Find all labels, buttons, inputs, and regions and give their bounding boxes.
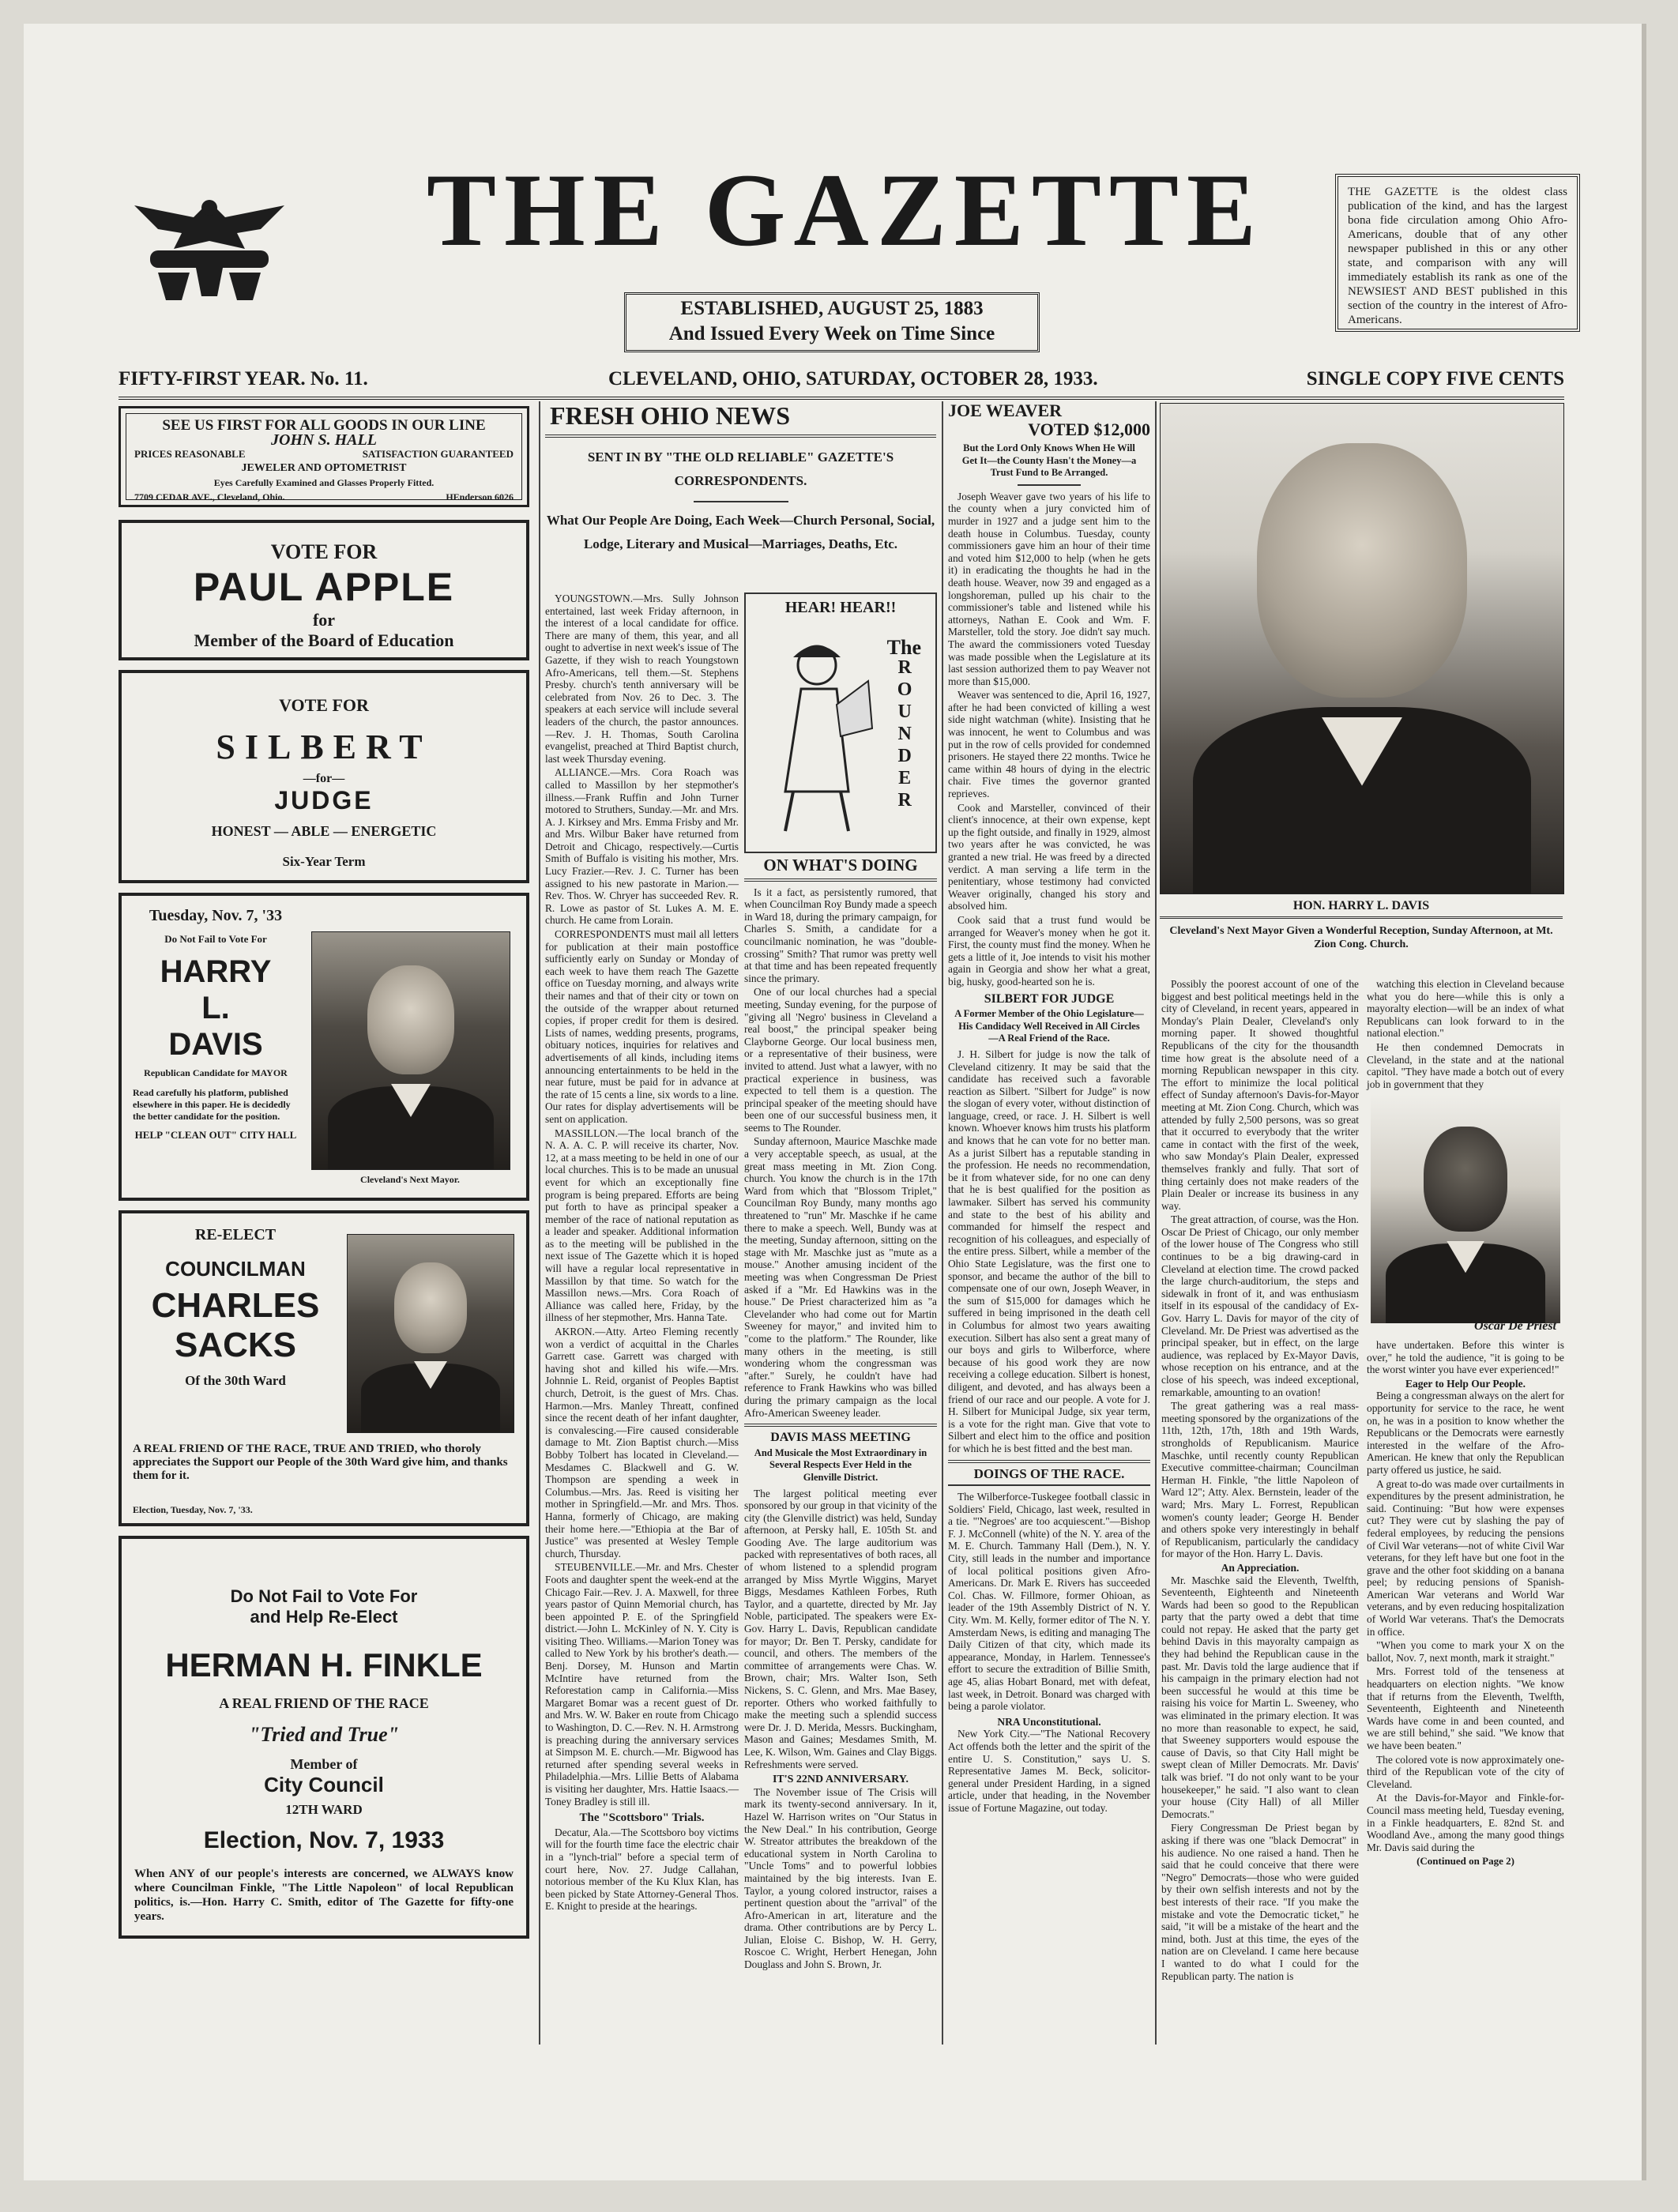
davis-story-q6: "When you come to mark your X on the ballot, Nov. 7, next month, mark it straight." bbox=[1367, 1639, 1564, 1664]
davis-story-p1: Possibly the poorest account of one of the biggest and best political meetings held in the city of Cleveland, in recent years, appeared in Monday's Plain Dealer, Cleveland's only morning paper. It showed thoughtful Republicans of the city for the thousandth time how great is the absolute need of a morning Republican newspaper in this city. The effort to minimize the local political effect of Sunday afternoon's Davis-for-Mayor meeting at Mt. Zion Cong. Church, which was attended by fully 2,500 persons, was so great that it occurred to everybody that the writer came in contact with the first of the week, who saw Monday's Plain Dealer, expressed themselves frankly and fully. That sort of thing certainly does not make readers of the Plain Dealer or increase its business in any way. bbox=[1161, 978, 1359, 1212]
divider bbox=[1018, 484, 1081, 486]
davis-ad-name-last: DAVIS bbox=[168, 1027, 263, 1062]
hall-tagline: SEE US FIRST FOR ALL GOODS IN OUR LINE bbox=[162, 417, 486, 434]
akron-item: AKRON.—Atty. Arteo Fleming recently won a verdict of acquittal in the Charles Garrett case. Garrett was charged with having shot and killed his wife.—Mrs. Johnnie L. Reid, organist of Peoples Baptist church, Detroit, is the guest of Mrs. Chas. Harmon.—Mrs. Manley Threatt, confined since the recent death of her infant daughter, is convalescing.—Fire caused considerable damage to Mt. Zion Baptist church.—Miss Bobby Tolbert has located in Cleveland.—Mesdames C. Blackwell and G. W. Thompson are spending a week in Columbus.—Mrs. Jas. Reed is visiting her mother in Springfield.—Mr. and Mrs. Thos. Hanna, formerly of Chicago, are making their home here.—"Ethiopia at the Bar of Justice" was presented at Wesley Temple church, Thursday. bbox=[545, 1326, 739, 1559]
established-date: ESTABLISHED, AUGUST 25, 1883 bbox=[680, 298, 984, 319]
hall-eyes: Eyes Carefully Examined and Glasses Properly Fitted. bbox=[213, 477, 435, 488]
finkle-ward: 12TH WARD bbox=[285, 1802, 363, 1817]
davis-ad-name-first: HARRY bbox=[160, 954, 272, 989]
weaver-column bbox=[948, 401, 1150, 2094]
newspaper-title: THE GAZETTE bbox=[427, 152, 1264, 268]
ohio-news-deck1: SENT IN BY "THE OLD RELIABLE" GAZETTE'S CORRESPONDENTS. bbox=[587, 450, 894, 488]
massillon-item: MASSILLON.—The local branch of the N. A. A. C. P. will receive its charter, Nov. 12, at a mass meeting to be held in one of our local churches. This is to be made an unusual event for which an exceptionally fine program is being prepared. Efforts are being put forth to have as principal speaker a member of the race of national reputation as a leader and speaker. Additional information as to the meeting will be published in the next issue of The Gazette which it is hoped will have a regular local representative in Massillon by that time. So watch for the Massillon news.—Mrs. Cora Roach of Alliance was called here, Friday, by the illness of her stepmother, Mrs. Hanna Tate. bbox=[545, 1127, 739, 1324]
continued-note: (Continued on Page 2) bbox=[1417, 1855, 1514, 1868]
ohio-news-deck2: What Our People Are Doing, Each Week—Church Personal, Social, Lodge, Literary and Musical—Marriages, Deaths, Etc. bbox=[546, 513, 935, 551]
weaver-item-4: Cook said that a trust fund would be arranged for Weaver's money when he got it. First, the county must find the money. When he gets a little of it, Joe intends to visit his mother again in Georgia and show her what a great, big, husky, good-hearted son he is. bbox=[948, 913, 1150, 988]
weaver-item-2: Weaver was sentenced to die, April 16, 1927, after he had been convicted of killing a west side night watchman (white). Insisting that he was innocent, he went to Columbus and was put in the row of cells provided for condemned prisoners. He stayed there 22 months. Twice he came within 48 hours of dying in the electric chair. Five times the governor granted reprieves. bbox=[948, 689, 1150, 800]
harry-davis-ad bbox=[119, 893, 529, 1201]
circulation-claim: THE GAZETTE is the oldest class publication of the kind, and has the largest bona fide circulation among Ohio Afro-Americans, double that of any other newspaper published in this or any other state, and comparison with any will immediately establish its rank as one of the NEWSIEST AND BEST published in this section of the country in the interest of Afro-Americans. bbox=[1348, 186, 1567, 326]
hall-name: JOHN S. HALL bbox=[271, 431, 377, 449]
youngstown-item: YOUNGSTOWN.—Mrs. Sully Johnson entertained, last week Friday afternoon, in the interest of a local candidate for office. There are many of them, this year, and all ought to advertise in next week's issue of The Gazette, if they wish to reach Youngstown Afro-Americans, tell them.—St. Stephens Presby. church's tenth anniversary will be celebrated from Nov. 26 to Dec. 3. The speakers at each service will include several leaders of the church, the pastor announces.—Rev. J. H. Thomas, South Carolina evangelist, preached at Third Baptist church, last week Thursday evening. bbox=[545, 592, 739, 765]
rounder-headline: ON WHAT'S DOING bbox=[763, 856, 918, 875]
issued-line: And Issued Every Week on Time Since bbox=[668, 323, 995, 344]
davis-story-p4: Mr. Maschke said the Eleventh, Twelfth, Seventeenth, Eighteenth and Nineteenth Wards had been so good to the Republican party that the party owed a debt that time could not repay. He asked that the party get behind Davis in this mayoralty campaign as they had behind the Republican cause in the past. Mr. Davis told the large audience that if his campaign in the primary election had not been successful he would at this time be raising his voice for Martin L. Sweeney, who was eliminated in the primary election. It was no more than reasonable to expect, he said, that Sweeney supporters would espouse the cause of Davis, so that City Hall might be swept clean of Miller Democrats. Mr. Davis' talk was brief. "I do not only want to be your housekeeper," he said. "I also want to clean your house (City Hall) of all Miller Democrats." bbox=[1161, 1574, 1359, 1820]
hall-guarantee: SATISFACTION GUARANTEED bbox=[362, 448, 514, 460]
paul-apple-ad bbox=[119, 520, 529, 660]
sacks-reelect: RE-ELECT bbox=[194, 1226, 277, 1243]
portrait-face bbox=[367, 965, 454, 1074]
davis-meeting-head: DAVIS MASS MEETING bbox=[770, 1431, 911, 1445]
apple-office: Member of the Board of Education bbox=[194, 630, 454, 650]
herman-finkle-ad bbox=[119, 1536, 529, 1939]
silbert-ad bbox=[119, 670, 529, 883]
portrait-face bbox=[394, 1262, 467, 1353]
davis-story-q3: have undertaken. Before this winter is over," he told the audience, "it is going to be the worst winter you have ever experienced!" bbox=[1367, 1339, 1564, 1376]
davis-story-p5: Fiery Congressman De Priest began by asking if there was one "black Democrat" in his audience. No one raised a hand. Then he said that he could conceive that there were "Negro" Democrats—those who were guided by their own selfish interests and not by the best interests of their race. "If you make the mistake and vote the Democratic ticket," he said, "it will be a mistake of the heart and the mind, both. Just at this time, the eyes of the nation are on Cleveland. I came here because I wanted to do what I could for the Republican party. The nation is bbox=[1161, 1822, 1359, 1982]
davis-photo-caption: HON. HARRY L. DAVIS bbox=[1292, 899, 1430, 912]
dateline-bar bbox=[119, 365, 1564, 400]
crisis-item: The November issue of The Crisis will mark its twenty-second anniversary. In it, Hazel W. Harrison writes on "Our Status in the New Deal." In his contribution, George W. Streator attributes the breakdown of the educational system in North Carolina to "Uncle Toms" and to powerful lobbies maintained by the big interests. Ivan E. Taylor, a young colored instructor, raises a pertinent question about the "arrival" of the Afro-American in art, literature and the drama. Other contributions are by Percy L. Julian, Eloise C. Bishop, W. H. Gerry, Roscoe C. Wright, Herbert Henegan, John Douglass and John S. Brown, Jr. bbox=[744, 1785, 937, 1971]
steubenville-item: STEUBENVILLE.—Mr. and Mrs. Chester Foots and daughter spent the week-end at the Chicago Fair.—Rev. J. A. Maxwell, for three years pastor of Quinn Memorial church, has been appointed P. E. of the Springfield district.—John L. McKinley of N. Y. City is visiting Theo. Williams.—Marion Toney was called to New York by his brother's death.—Benj. Dorsey, M. Hunson and Martin McIntire have returned from the Reforestation camp in California.—Miss Margaret Bomar was a recent guest of Dr. and Mrs. W. W. Baker en route from Chicago to Washington, D. C.—Rev. N. H. Armstrong is preaching during the anniversary services at Simpson M. E. church.—Mr. Bigwood has returned after spending several weeks in Philadelphia.—Mrs. Lillie Betts of Alabama is visiting her daughter, Mrs. Hattie Isaacs.—Toney Bradley is still ill. bbox=[545, 1561, 739, 1808]
davis-ad-line1: Do Not Fail to Vote For bbox=[164, 933, 267, 945]
davis-ad-name-initial: L. bbox=[201, 991, 230, 1025]
hall-profession: JEWELER AND OPTOMETRIST bbox=[241, 462, 407, 474]
davis-story-right-top bbox=[1367, 978, 1564, 1089]
sacks-election: Election, Tuesday, Nov. 7, '33. bbox=[133, 1504, 253, 1515]
davis-story-right-bottom bbox=[1367, 1339, 1564, 2054]
davis-ad-date: Tuesday, Nov. 7, '33 bbox=[149, 907, 283, 924]
finkle-council: City Council bbox=[264, 1773, 384, 1796]
hall-prices: PRICES REASONABLE bbox=[134, 448, 246, 460]
weaver-head1: JOE WEAVER bbox=[948, 401, 1063, 420]
davis-story-q9: At the Davis-for-Mayor and Finkle-for-Council mass meeting held, Tuesday evening, in a Finkle headquarters, E. 82nd St. and Woodland Ave., among the many good things Mr. Davis said during the bbox=[1367, 1792, 1564, 1853]
newspaper-page bbox=[24, 24, 1646, 2180]
portrait-face bbox=[1257, 443, 1466, 698]
weaver-deck: But the Lord Only Knows When He Will Get It—the County Hasn't the Money—a Trust Fund to Be Arranged. bbox=[961, 442, 1137, 479]
finkle-election: Election, Nov. 7, 1933 bbox=[203, 1827, 445, 1853]
nra-item: New York City.—"The National Recovery Act offends both the letter and the spirit of the entire U. S. Constitution," says U. S. Representative James M. Beck, solicitor-general under President Harding, in a signed article, under that heading, in the November issue of Fortune Magazine, out today. bbox=[948, 1728, 1150, 1814]
davis-photo-caption: Cleveland's Next Mayor. bbox=[360, 1174, 460, 1185]
rounder-figure-icon bbox=[762, 634, 880, 839]
sacks-title: COUNCILMAN bbox=[165, 1257, 306, 1281]
davis-story-q7: Mrs. Forrest told of the tenseness at headquarters on election nights. "We know that if returns from the Eleventh, Twelfth, Seventeenth, Eighteenth and Nineteenth Wards have come in and been counted, and we are still behind," she said. "We know that we have been beaten." bbox=[1367, 1665, 1564, 1751]
rounder-box bbox=[744, 592, 937, 853]
crisis-head: IT'S 22ND ANNIVERSARY. bbox=[772, 1774, 909, 1786]
eagle-emblem-icon bbox=[119, 186, 300, 304]
davis-meeting-item: The largest political meeting ever sponsored by our group in that vicinity of the city (the Glenville district) was held, Sunday afternoon, at Persky hall, E. 105th St. and Gooding Ave. The large auditorium was packed with representatives of both races, all of whom listened to a splendid program arranged by Miss Myrtle Wiggins, Maryet Biggs, Mesdames Kathleen Forbes, Ruth Taylor, and a quartette, directed by Mr. Jay Noble, participated. The speakers were Ex-Gov. Harry L. Davis, Republican candidate for mayor; Dr. Ben T. Persky, candidate for council, and others. The members of the committee of arrangements were Chas. W. Brown, chair; Mrs. Walter Ison, Seth Nickens, S. C. Glenn, and Mrs. Mae Basey, reporter. Others who worked faithfully to make the meeting such a splendid success were Dr. J. D. Merida, Messrs. Buckingham, Mason and Gaines; Mesdames Smith, M. Lee, K. Wilson, Wm. Gaines and Clay Biggs. Refreshments were served. bbox=[744, 1487, 937, 1770]
davis-story-q8: The colored vote is now approximately one-third of the Republican vote of the city of Cleveland. bbox=[1367, 1753, 1564, 1790]
hall-address: 7709 CEDAR AVE., Cleveland, Ohio. bbox=[134, 491, 285, 502]
davis-reception-head: Cleveland's Next Mayor Given a Wonderful Reception, Sunday Afternoon, at Mt. Zion Cong. Church. bbox=[1169, 925, 1553, 950]
charles-sacks-ad bbox=[119, 1210, 529, 1526]
scottsboro-head: The "Scottsboro" Trials. bbox=[579, 1811, 705, 1825]
circulation-claim-box bbox=[1335, 174, 1580, 332]
correspondents-notice: CORRESPONDENTS must mail all letters for publication at their main postoffice sufficiently early on Sunday or Monday of each week to have them reach The Gazette office on Tuesday morning, and always write their names and that of their city or town on the outside of the wrapper about returned copies, if proper credit for them is desired. Lists of names, wedding presents, programs, obituary notices, inquiries for relatives and advertisements of all kinds, including items announcing entertainments to be held in the near future, must be paid for in advance at the rate of 15 cents a line, six words to a line. Our rates for display advertisements will be sent on application. bbox=[545, 928, 739, 1125]
rounder-column bbox=[744, 592, 937, 2094]
sacks-last-name: SACKS bbox=[174, 1326, 297, 1364]
silbert-name: SILBERT bbox=[216, 728, 432, 766]
davis-story-q2: He then condemned Democrats in Cleveland, in the state and at the national capitol. "They have made a botch out of every job in government that they bbox=[1367, 1040, 1564, 1090]
divider bbox=[744, 1424, 937, 1427]
apple-vote-for: VOTE FOR bbox=[270, 540, 378, 563]
apple-name: PAUL APPLE bbox=[193, 565, 455, 609]
davis-meeting-deck: And Musicale the Most Extraordinary in Several Respects Ever Held in the Glenville District. bbox=[754, 1446, 927, 1483]
davis-story-p2: The great attraction, of course, was the Hon. Oscar De Priest of Chicago, our only member of the lower house of The Congress who still continues to be a big drawing-card in Cleveland at election time. The crowd packed the large church-auditorium, the steps and sidewalk in front of it, and was enthusiasm itself in its espousal of the candidacy of Ex-Gov. Harry L. Davis for mayor of the city of Cleveland. Mr. De Priest was advertised as the principal speaker, but in effect, on the large audience, was replaced by Ex-Mayor Davis, whose reception on his entrance, and at the close of his speech, was indeed exceptional, remarkable, amounting to an ovation! bbox=[1161, 1213, 1359, 1398]
silbert-for: —for— bbox=[303, 772, 345, 785]
finkle-member: Member of bbox=[290, 1756, 358, 1772]
finkle-friend: A REAL FRIEND OF THE RACE bbox=[219, 1695, 429, 1711]
race-doings-item: The Wilberforce-Tuskegee football classic in Soldiers' Field, Chicago, last week, resulted in a tie. "'Negroes' are too acquiescent."—Bishop F. J. McConnell (white) of the N. Y. area of the M. E. Church. Tammany Hall (Dem.), N. Y. City, still leads in the number and importance of local political positions given Afro-Americans. Dr. Mark E. Rivers has succeeded Col. Chas. W. Fillmore, former Ohioan, as leader of the 19th Assembly District of N. Y. City. Wm. M. Kelly, former editor of The N. Y. Amsterdam News, is editing and managing The Daily Citizen of that city, which made its appearance, Monday, in Harlem. Tennessee's effort to secure the extradition of Billie Smith, age 45, alias Hobart Bonard, met with defeat, last week, in Detroit. Bonard was charged with being a parole violator. bbox=[948, 1491, 1150, 1713]
volume-number: FIFTY-FIRST YEAR. No. 11. bbox=[119, 368, 368, 389]
scottsboro-item: Decatur, Ala.—The Scottsboro boy victims will for the fourth time face the electric chair in a "lynch-trial" before a special term of court here, Nov. 27. Judge Callahan, notorious member of the Ku Klux Klan, has been picked by State Attorney-General Thos. E. Knight to preside at the hearings. bbox=[545, 1826, 739, 1913]
portrait-face bbox=[1424, 1127, 1507, 1232]
eager-head: Eager to Help Our People. bbox=[1405, 1377, 1526, 1390]
sacks-ward: Of the 30th Ward bbox=[185, 1373, 286, 1388]
davis-ad-cleanout: HELP "CLEAN OUT" CITY HALL bbox=[134, 1129, 297, 1141]
harry-davis-photo bbox=[1160, 403, 1564, 894]
sacks-body: A REAL FRIEND OF THE RACE, TRUE AND TRIED, who thoroly appreciates the Support our People of the 30th Ward give him, and thanks them for it. bbox=[133, 1443, 508, 1482]
divider bbox=[744, 878, 937, 882]
divider bbox=[694, 501, 788, 502]
divider bbox=[545, 434, 936, 438]
silbert-term: Six-Year Term bbox=[282, 854, 366, 869]
alliance-item: ALLIANCE.—Mrs. Cora Roach was called to Massillon by her stepmother's illness.—Frank Ruffin and John Turner motored to Struthers, Sunday.—Mr. and Mrs. A. J. Kirksey and Mrs. Emma Frisby and Mr. and Mrs. Wilbur Baker have returned from Detroit and Chicago, respectively.—Curtis Smith of Buffalo is visiting his mother, Mrs. Lucy Frazier.—Rev. J. C. Turner has been assigned to his new pastorate in Marion.—Rev. Thos. W. Chryer has succeeded Rev. R. R. Lowe as pastor of St. Lukes A. M. E. church. He came from Lorain. bbox=[545, 766, 739, 927]
finkle-line2: and Help Re-Elect bbox=[250, 1607, 398, 1627]
davis-story-left bbox=[1161, 978, 1359, 2052]
rounder-the: The bbox=[886, 636, 921, 659]
silbert-judge-head: SILBERT FOR JUDGE bbox=[984, 991, 1115, 1006]
price: SINGLE COPY FIVE CENTS bbox=[1306, 368, 1564, 389]
divider bbox=[948, 1460, 1150, 1463]
hall-phone: HEnderson 6026 bbox=[446, 491, 514, 502]
ohio-news-headline: FRESH OHIO NEWS bbox=[550, 401, 791, 430]
finkle-tried: "Tried and True" bbox=[248, 1723, 400, 1746]
rounder-hear: HEAR! HEAR!! bbox=[784, 599, 897, 616]
davis-story-p3: The great gathering was a real mass-meeting sponsored by the organizations of the 11th, 12th, 17th, 18th and 19th Wards, strongholds of Republicanism. Maurice Maschke, until recently county Republican Executive committee-chairman; Councilman Herman H. Finkle, "the little Napoleon of Ward 12"; Atty. Alex. Bernstein, leader of the ward; Mrs. Mary L. Forrest, Republican women's county leader; George H. Bender and others spoke very interestingly in behalf of Republicanism, particularly the candidacy for mayor of the Hon. Harry L. Davis. bbox=[1161, 1400, 1359, 1560]
divider bbox=[948, 1484, 1150, 1486]
depriest-caption: Oscar De Priest bbox=[1474, 1319, 1556, 1333]
rounder-item-3: Sunday afternoon, Maurice Maschke made a very acceptable speech, as usual, at the great mass meeting in Mt. Zion Cong. church. You know the church is in the 17th Ward from which that "Blossom Triplet," Councilman Roy Bundy, many months ago threatened to "run" Mr. Maschke if he came there to make a speech. Well, Bundy was at the meeting, Sunday afternoon, sitting on the stage with Mr. Maschke just as "mute as a mouse." Another amusing incident of the meeting was when Congressman De Priest asked if a "Mr. Ed Hawkins was in the house." De Priest characterized him as "a Clevelander who had come out for Martin Sweeney for mayor," and invited him to "come to the platform." The Rounder, like many others in the meeting, is still wondering whom the congressman was "after." Surely, he couldn't have had reference to Frank Hawkins who was billed during the primary campaign as the local Afro-American Sweeney leader. bbox=[744, 1135, 937, 1419]
silbert-office: JUDGE bbox=[274, 786, 374, 814]
sacks-portrait-photo bbox=[347, 1234, 514, 1433]
issue-date: CLEVELAND, OHIO, SATURDAY, OCTOBER 28, 1933. bbox=[608, 368, 1098, 389]
oscar-depriest-sketch bbox=[1371, 1094, 1560, 1323]
column-rule bbox=[1155, 401, 1157, 2045]
davis-ad-body: Read carefully his platform, published elsewhere in this paper. He is decidedly the better candidate for the position. bbox=[133, 1087, 291, 1122]
silbert-vote-for: VOTE FOR bbox=[279, 695, 369, 715]
weaver-item-3: Cook and Marsteller, convinced of their client's innocence, at their own expense, kept up the fight outside, and finally in 1929, almost two years after he was convicted, he was granted a new trial. He was freed by a directed verdict. A man serving a life term in the penitentiary, whose testimony had convicted Weaver originally, changed his story and absolved him. bbox=[948, 801, 1150, 912]
davis-portrait-photo bbox=[311, 931, 510, 1170]
rounder-item-2: One of our local churches had a special meeting, Sunday evening, for the purpose of "giving all 'Negro' business in Cleveland a real boost," the principal speaker being Clayborne George. Our local business men, or a representative of their business, were invited to attend. Just what a lawyer, with no practical experience in business, was expected to tell them is a question. The principal speaker of the meeting should have been one of our successful business men, it seems to The Rounder. bbox=[744, 986, 937, 1134]
race-doings-head: DOINGS OF THE RACE. bbox=[973, 1465, 1125, 1481]
silbert-slogan: HONEST — ABLE — ENERGETIC bbox=[211, 823, 437, 839]
silbert-judge-deck: A Former Member of the Ohio Legislature—His Candidacy Well Received in All Circles—A Real Friend of the Race. bbox=[954, 1008, 1144, 1044]
nra-head: NRA Unconstitutional. bbox=[997, 1715, 1101, 1728]
established-box bbox=[624, 292, 1040, 352]
rounder-item-1: Is it a fact, as persistently rumored, that when Councilman Roy Bundy made a speech in Ward 18, during the primary campaign, for Charles S. Smith, a candidate for a councilmanic nomination, he was "double-crossing" Smith? That rumor was pretty well at that time and has been repeated frequently since the primary. bbox=[744, 886, 937, 984]
appreciation-head: An Appreciation. bbox=[1221, 1561, 1300, 1574]
finkle-name: HERMAN H. FINKLE bbox=[165, 1646, 483, 1683]
finkle-line1: Do Not Fail to Vote For bbox=[230, 1586, 418, 1606]
davis-story-q1: watching this election in Cleveland because what you do here—while this is only a mayoralty election—will be an index of what Republicans can look forward to in the national election." bbox=[1367, 978, 1564, 1040]
hall-jeweler-ad bbox=[119, 406, 529, 507]
column-rule bbox=[942, 401, 943, 2045]
silbert-judge-item: J. H. Silbert for judge is now the talk of Cleveland citizenry. It may be said that the candidate has received such a favorable reaction as Silbert. "Silbert for Judge" is now the slogan of every voter, without distinction of language, creed, or race. J. H. Silbert is well known. Whoever knows him trusts his platform and knows that he can vote for no better man. As a jurist Silbert has a reputable standing in the profession. He needs no recommendation, be it from whatever side, for no one can deny that he is best qualified for the position as lawmaker. Silbert has served his community and state to the best of his ability and commanded for himself the respect and recognition of his colleagues, and especially of the entire press. Silbert, while a member of the Ohio State Legislature, was the first one to sponsor, and became the author of the bill to compensate one of our own, Joseph Weaver, in the sum of $15,000 for damages which he suffered in being imprisoned in the death cell in Columbus for almost two years awaiting execution. Silbert has also sent a great many of our boys and girls to Wilberforce, where because of his good work they are now receiving a college education. Silbert is honest, diligent, and devoted, and has always been a friend of our race and our people. A vote for J. H. Silbert for Municipal Judge, six year term, is a vote for the right man. Give that vote to Silbert and elect him to the office and position for which he is best fitted and the best man. bbox=[948, 1048, 1150, 1454]
finkle-body: When ANY of our people's interests are concerned, we ALWAYS know where Councilman Finkle, "The Little Napoleon" of local Republican politics, is.—Hon. Harry C. Smith, editor of The Gazette for fifty-one years. bbox=[134, 1868, 514, 1923]
davis-story-q5: A great to-do was made over curtailments in expenditures by the present administration, he said. Continuing: "But how were expenses cut? They were cut by slashing the pay of federal employees, by reducing the pensions of Civil War veterans—not of white Civil War veterans, for they left have but one foot in the grave and the other foot skidding on a banana peel; by reducing pensions of Spanish-American War veterans and World War veterans, and by even reducing hospitalization of World War veterans. That's the Democrats in office. bbox=[1367, 1477, 1564, 1638]
weaver-item-1: Joseph Weaver gave two years of his life to the county when a jury convicted him of murder in 1927 and a judge sent him to the death house in Columbus. Tuesday, county commissioners gave him an hour of their time and voted him $12,000 to help (when he gets it) in eradicating the thoughts he had in the death house. Weaver, now 39 and engaged as a longshoreman, pulled up his chair to the commissioner's table and listened while his attorneys, Nathan E. Cook and Wm. F. Marsteller, told the story. Joe didn't say much. The award the commissioners voted Tuesday was made possible when the Legislature at its last session authorized them to pay Weaver not more than $15,000. bbox=[948, 490, 1150, 687]
rounder-title: ROUNDER bbox=[894, 656, 916, 812]
weaver-head2: VOTED $12,000 bbox=[1028, 419, 1150, 439]
ad-frame bbox=[126, 413, 522, 500]
davis-ad-sub: Republican Candidate for MAYOR bbox=[144, 1067, 288, 1078]
column-rule bbox=[539, 401, 540, 2045]
apple-for: for bbox=[312, 610, 336, 630]
sacks-first-name: CHARLES bbox=[151, 1286, 320, 1325]
davis-story-q4: Being a congressman always on the alert for opportunity for service to the race, he went on, he was in a position to know whether the Republicans or the Democrats were earnestly interested in the welfare of the Afro-American. He knew that only the Republican party offered us justice, he said. bbox=[1367, 1390, 1564, 1476]
